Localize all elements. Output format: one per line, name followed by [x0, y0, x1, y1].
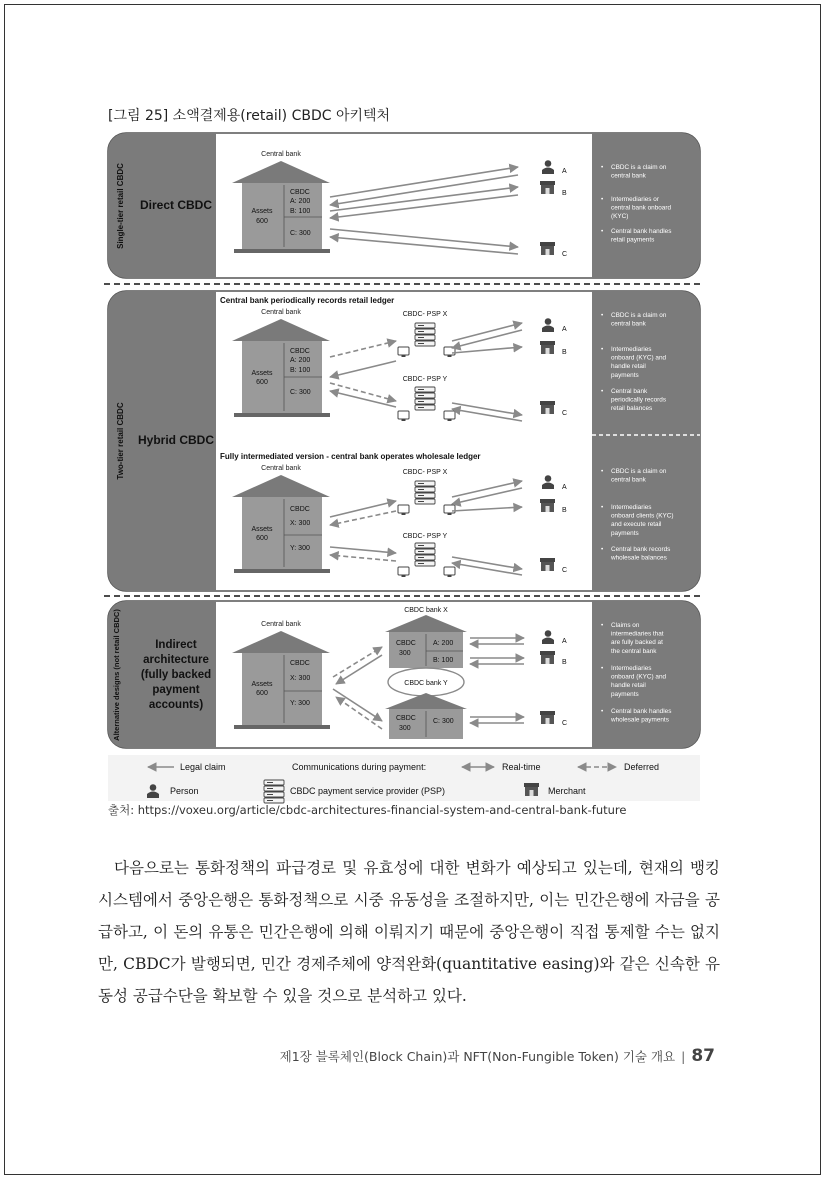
balance-b: B: 100 — [290, 208, 311, 215]
side-label-single: Single-tier retail CBDC — [116, 163, 125, 249]
bullet-text: Intermediaries onboard clients (KYC) and execute retail payments — [611, 504, 674, 537]
svg-text:•: • — [601, 468, 604, 475]
svg-text:•: • — [601, 164, 604, 171]
bullet-text: CBDC is a claim on central bank — [611, 312, 667, 328]
balance-b: B: 100 — [290, 367, 311, 374]
cbdc-label: CBDC — [290, 660, 310, 667]
merchant-icon — [540, 242, 555, 255]
svg-text:•: • — [601, 708, 604, 715]
bullet-text: CBDC is a claim on central bank — [611, 164, 667, 180]
central-bank-label: Central bank — [261, 309, 301, 316]
paragraph-text: 다음으로는 통화정책의 파급경로 및 유효성에 대한 변화가 예상되고 있는데, 현재의 뱅킹시스템에서 중앙은행은 통화정책으로 시중 유동성을 조절하지만, 이는 민간은행에 자금을 공급하고, 이 돈의 유통은 민간은행에 의해 이뤄지기 때문에 중앙은행이 직접 통제할 수는 없지만, CBDC가 발행되면, 민간 경제주체에 양적완화(quantitative easing)와 같은 신속한 유동성 공급수단을 확보할 수 있을 것으로 분석하고 있다. — [98, 859, 720, 1005]
balance-a: A: 200 — [290, 198, 311, 205]
cbdc-label: CBDC — [290, 506, 310, 513]
legend-comms: Communications during payment: — [292, 762, 427, 772]
title-line: payment — [152, 684, 200, 696]
central-bank-label: Central bank — [261, 621, 301, 628]
svg-text:•: • — [601, 622, 604, 629]
party-c-label: C — [562, 251, 568, 258]
assets-label: Assets — [251, 526, 273, 533]
subtitle-hybrid-bottom: Fully intermediated version - central bank operates wholesale ledger — [220, 452, 481, 461]
party-a-label: A — [562, 484, 567, 491]
bank-value: 300 — [399, 725, 411, 732]
merchant-icon — [540, 401, 555, 414]
source-citation: 출처: https://voxeu.org/article/cbdc-architectures-financial-system-and-central-bank-future — [108, 803, 627, 817]
party-a-label: A — [562, 326, 567, 333]
party-b-label: B — [562, 349, 567, 356]
cbdc-label: CBDC — [396, 640, 416, 647]
party-c-label: C — [562, 720, 568, 727]
central-bank-label: Central bank — [261, 151, 301, 158]
legend-merchant: Merchant — [548, 786, 586, 796]
panel-hybrid — [108, 291, 700, 591]
party-b-label: B — [562, 190, 567, 197]
psp-x-label: CBDC- PSP X — [402, 469, 448, 476]
footer-chapter: 제1장 블록체인(Block Chain)과 NFT(Non-Fungible Token) 기술 개요 — [279, 1049, 676, 1064]
assets-label: Assets — [251, 370, 273, 377]
cbdc-label: CBDC — [396, 715, 416, 722]
bullets-indirect — [601, 622, 671, 724]
bank-y-label: CBDC bank Y — [404, 680, 448, 687]
psp-x-label: CBDC- PSP X — [402, 311, 448, 318]
merchant-icon — [540, 341, 555, 354]
legend-person: Person — [170, 786, 199, 796]
body-paragraph — [98, 852, 720, 1012]
bullet-text: Central bank handles retail payments — [611, 228, 672, 244]
device-icon — [444, 505, 455, 515]
svg-text:•: • — [601, 228, 604, 235]
bullet-text: Central bank handles wholesale payments — [611, 708, 672, 724]
svg-text:•: • — [601, 388, 604, 395]
cbdc-label: CBDC — [290, 348, 310, 355]
title-line: Indirect — [155, 639, 197, 651]
balance-x: X: 300 — [290, 520, 311, 527]
legend — [108, 755, 700, 803]
balance-a: A: 200 — [433, 640, 454, 647]
device-icon — [444, 347, 455, 357]
balance-y: Y: 300 — [290, 545, 310, 552]
cbdc-architecture-diagram — [0, 125, 827, 825]
svg-text:•: • — [601, 546, 604, 553]
legend-deferred: Deferred — [624, 762, 660, 772]
assets-label: Assets — [251, 208, 273, 215]
subtitle-hybrid-top: Central bank periodically records retail ledger — [220, 296, 395, 305]
balance-a: A: 200 — [290, 357, 311, 364]
psp-y-label: CBDC- PSP Y — [402, 533, 448, 540]
bullet-text: CBDC is a claim on central bank — [611, 468, 667, 484]
balance-y: Y: 300 — [290, 700, 310, 707]
merchant-icon — [540, 711, 555, 724]
bullet-text: Claims on intermediaries that are fully backed at the central bank — [611, 622, 664, 655]
assets-value: 600 — [256, 379, 268, 386]
svg-text:•: • — [601, 196, 604, 203]
party-c-label: C — [562, 567, 568, 574]
bullet-text: Central bank records wholesale balances — [611, 546, 671, 562]
assets-value: 600 — [256, 690, 268, 697]
balance-c: C: 300 — [433, 718, 454, 725]
page-number: 87 — [691, 1046, 715, 1066]
svg-text:•: • — [601, 346, 604, 353]
side-label-two: Two-tier retail CBDC — [116, 402, 125, 480]
legend-legal-claim: Legal claim — [180, 762, 226, 772]
balance-x: X: 300 — [290, 675, 311, 682]
assets-label: Assets — [251, 681, 273, 688]
title-line: accounts) — [148, 699, 204, 711]
bullet-text: Central bank periodically records retail balances — [611, 388, 667, 413]
device-icon — [444, 567, 455, 577]
party-a-label: A — [562, 168, 567, 175]
central-bank-label: Central bank — [261, 465, 301, 472]
party-b-label: B — [562, 659, 567, 666]
title-line: architecture — [143, 654, 209, 666]
device-icon — [398, 505, 409, 515]
device-icon — [398, 567, 409, 577]
assets-value: 600 — [256, 218, 268, 225]
legend-real-time: Real-time — [502, 762, 541, 772]
balance-b: B: 100 — [433, 657, 454, 664]
panel-indirect — [108, 601, 700, 748]
party-c-label: C — [562, 410, 568, 417]
merchant-icon — [540, 181, 555, 194]
figure-title: [그림 25] 소액결제용(retail) CBDC 아키텍처 — [108, 108, 391, 124]
svg-text:•: • — [601, 665, 604, 672]
bank-x-label: CBDC bank X — [404, 607, 448, 614]
bullet-text: Intermediaries onboard (KYC) and handle retail payments — [611, 665, 667, 698]
title-line: (fully backed — [140, 669, 212, 681]
svg-text:•: • — [601, 504, 604, 511]
title-direct: Direct CBDC — [139, 198, 213, 212]
merchant-icon — [540, 651, 555, 664]
panel-direct — [108, 133, 700, 278]
svg-text:•: • — [601, 312, 604, 319]
merchant-icon — [540, 558, 555, 571]
legend-psp: CBDC payment service provider (PSP) — [290, 786, 446, 796]
psp-y-label: CBDC- PSP Y — [402, 376, 448, 383]
merchant-icon — [524, 783, 539, 796]
cbdc-label: CBDC — [290, 189, 310, 196]
balance-c: C: 300 — [290, 230, 311, 237]
title-hybrid: Hybrid CBDC — [137, 433, 215, 447]
bullet-text: Intermediaries onboard (KYC) and handle retail payments — [611, 346, 667, 379]
side-label-alt: Alternative designs (not retail CBDC) — [112, 609, 121, 741]
device-icon — [444, 411, 455, 421]
party-b-label: B — [562, 507, 567, 514]
bullet-text: Intermediaries or central bank onboard (KYC) — [611, 196, 672, 221]
device-icon — [398, 411, 409, 421]
balance-c: C: 300 — [290, 389, 311, 396]
bank-value: 300 — [399, 650, 411, 657]
page-footer: 제1장 블록체인(Block Chain)과 NFT(Non-Fungible Token) 기술 개요 | 87 — [279, 1046, 715, 1066]
party-a-label: A — [562, 638, 567, 645]
assets-value: 600 — [256, 535, 268, 542]
device-icon — [398, 347, 409, 357]
merchant-icon — [540, 499, 555, 512]
